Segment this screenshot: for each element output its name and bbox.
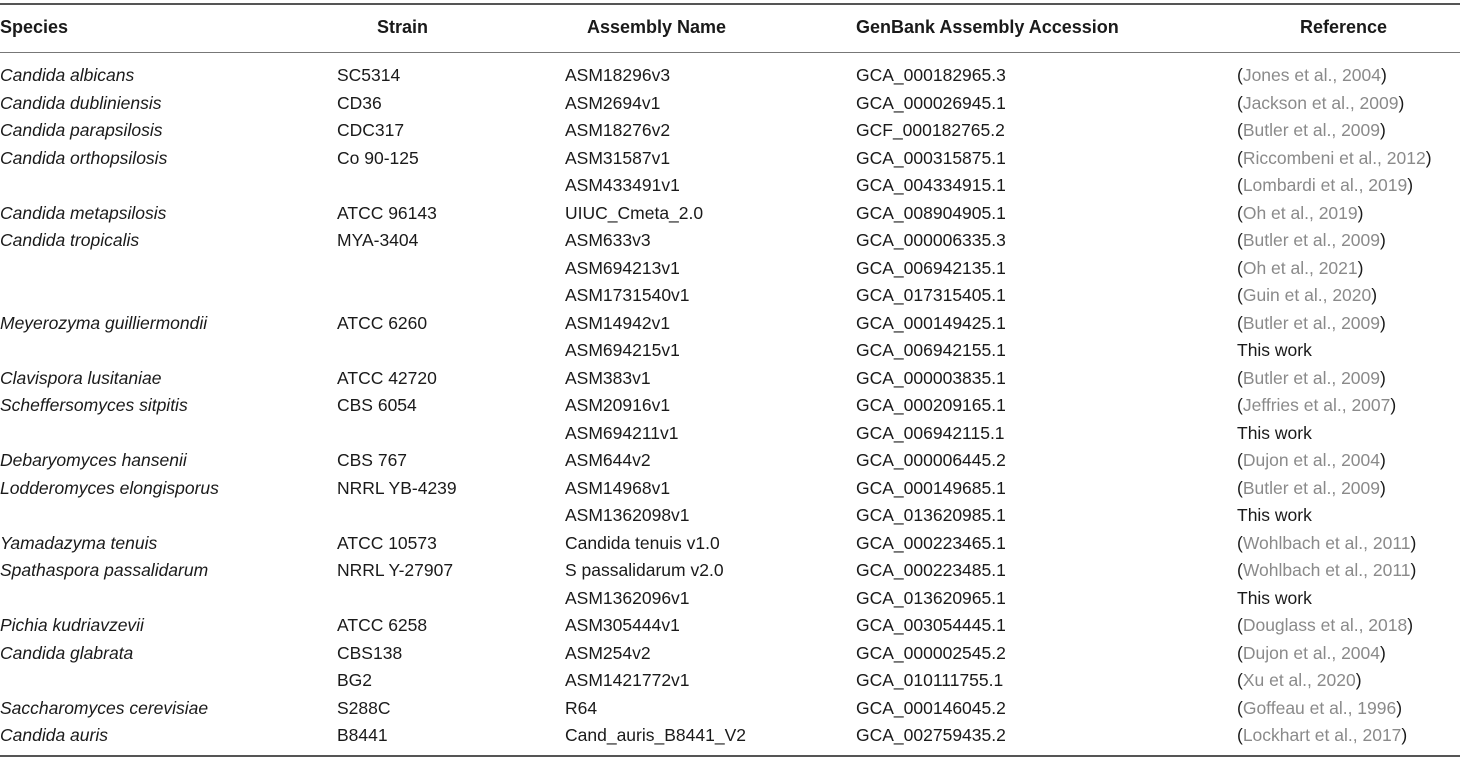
citation-link[interactable]: Xu et al., 2020 bbox=[1242, 670, 1356, 690]
cell-reference[interactable]: (Douglass et al., 2018) bbox=[1237, 615, 1414, 635]
citation-link[interactable]: Butler et al., 2009 bbox=[1242, 312, 1380, 333]
table-row bbox=[0, 475, 1460, 503]
cell-assembly-name: ASM31587v1 bbox=[565, 147, 671, 168]
cell-genbank-accession: GCA_000149685.1 bbox=[856, 477, 1006, 498]
cell-reference bbox=[1237, 585, 1312, 613]
cell-species: Candida auris bbox=[0, 725, 108, 745]
cell-species: Yamadazyma tenuis bbox=[0, 532, 158, 553]
cell-genbank-accession: GCA_010111755.1 bbox=[856, 670, 1004, 690]
cell-assembly-name: R64 bbox=[565, 697, 598, 718]
cell-species: Candida albicans bbox=[0, 65, 135, 85]
table-row bbox=[0, 172, 1460, 200]
table-row bbox=[0, 365, 1460, 393]
cell-assembly-name: ASM1362098v1 bbox=[565, 505, 690, 525]
citation-link[interactable]: Butler et al., 2009 bbox=[1242, 367, 1380, 388]
table-row bbox=[0, 447, 1460, 475]
cell-genbank-accession: GCA_013620985.1 bbox=[856, 505, 1006, 525]
cell-reference[interactable]: (Butler et al., 2009) bbox=[1237, 230, 1386, 250]
cell-genbank-accession: GCA_000006335.3 bbox=[856, 230, 1006, 250]
citation-link[interactable]: Riccombeni et al., 2012 bbox=[1242, 147, 1426, 168]
header-genbank-accession: GenBank Assembly Accession bbox=[856, 17, 1119, 37]
table-row bbox=[0, 502, 1460, 530]
cell-strain: MYA-3404 bbox=[337, 230, 419, 250]
cell-genbank-accession: GCA_013620965.1 bbox=[856, 587, 1006, 608]
cell-assembly-name: ASM1421772v1 bbox=[565, 670, 690, 690]
cell-genbank-accession: GCA_000315875.1 bbox=[856, 147, 1006, 168]
cell-assembly-name: ASM644v2 bbox=[565, 450, 651, 470]
header-species: Species bbox=[0, 17, 69, 37]
reference-text: This work bbox=[1237, 505, 1312, 525]
citation-link[interactable]: Butler et al., 2009 bbox=[1242, 120, 1380, 140]
header-strain: Strain bbox=[377, 17, 429, 37]
cell-reference[interactable]: (Lockhart et al., 2017) bbox=[1237, 725, 1408, 745]
cell-assembly-name: ASM18296v3 bbox=[565, 65, 671, 85]
cell-species: Candida parapsilosis bbox=[0, 120, 163, 140]
table-row bbox=[0, 667, 1460, 695]
cell-genbank-accession: GCA_017315405.1 bbox=[856, 285, 1006, 305]
cell-strain: Co 90-125 bbox=[337, 147, 419, 168]
cell-strain: CBS 6054 bbox=[337, 395, 417, 415]
cell-genbank-accession: GCA_000146045.2 bbox=[856, 697, 1006, 718]
cell-reference[interactable]: (Lombardi et al., 2019) bbox=[1237, 175, 1414, 195]
citation-link[interactable]: Dujon et al., 2004 bbox=[1242, 450, 1381, 470]
cell-genbank-accession: GCA_002759435.2 bbox=[856, 725, 1006, 745]
cell-genbank-accession: GCA_000006445.2 bbox=[856, 450, 1006, 470]
cell-species: Lodderomyces elongisporus bbox=[0, 477, 219, 498]
table-row bbox=[0, 310, 1460, 338]
cell-genbank-accession: GCA_000223465.1 bbox=[856, 532, 1006, 553]
cell-genbank-accession: GCA_006942155.1 bbox=[856, 340, 1006, 360]
header-assembly-name: Assembly Name bbox=[587, 17, 727, 37]
citation-link[interactable]: Oh et al., 2019 bbox=[1242, 202, 1358, 223]
cell-assembly-name: ASM14942v1 bbox=[565, 312, 671, 333]
cell-strain: NRRL YB-4239 bbox=[337, 477, 457, 498]
citation-link[interactable]: Dujon et al., 2004 bbox=[1242, 642, 1381, 663]
table-row bbox=[0, 722, 1460, 750]
cell-reference[interactable]: (Dujon et al., 2004) bbox=[1237, 450, 1386, 470]
cell-species: Candida dubliniensis bbox=[0, 92, 162, 113]
cell-assembly-name: ASM2694v1 bbox=[565, 92, 661, 113]
reference-text: This work bbox=[1237, 587, 1312, 608]
cell-species: Pichia kudriavzevii bbox=[0, 615, 144, 635]
cell-reference[interactable]: (Goffeau et al., 1996) bbox=[1237, 697, 1403, 718]
cell-assembly-name: ASM383v1 bbox=[565, 367, 651, 388]
cell-reference bbox=[1237, 502, 1312, 530]
cell-reference[interactable]: (Butler et al., 2009) bbox=[1237, 120, 1386, 140]
cell-genbank-accession: GCA_000149425.1 bbox=[856, 312, 1006, 333]
citation-link[interactable]: Butler et al., 2009 bbox=[1242, 230, 1380, 250]
cell-reference[interactable]: (Butler et al., 2009) bbox=[1237, 312, 1386, 333]
table-row bbox=[0, 117, 1460, 145]
citation-link[interactable]: Guin et al., 2020 bbox=[1242, 285, 1372, 305]
table-row bbox=[0, 337, 1460, 365]
table-row bbox=[0, 282, 1460, 310]
table-row bbox=[0, 145, 1460, 173]
cell-species: Candida metapsilosis bbox=[0, 202, 167, 223]
table-row bbox=[0, 420, 1460, 448]
cell-strain: ATCC 6260 bbox=[337, 312, 428, 333]
cell-assembly-name: ASM694211v1 bbox=[565, 422, 679, 443]
cell-strain: ATCC 6258 bbox=[337, 615, 428, 635]
cell-assembly-name: ASM433491v1 bbox=[565, 175, 680, 195]
cell-assembly-name: S passalidarum v2.0 bbox=[565, 560, 724, 580]
citation-link[interactable]: Oh et al., 2021 bbox=[1242, 257, 1358, 278]
cell-genbank-accession: GCA_000182965.3 bbox=[856, 65, 1006, 85]
table-row bbox=[0, 640, 1460, 668]
cell-assembly-name: ASM633v3 bbox=[565, 230, 651, 250]
cell-assembly-name: ASM305444v1 bbox=[565, 615, 680, 635]
cell-genbank-accession: GCF_000182765.2 bbox=[856, 120, 1005, 140]
cell-assembly-name: ASM1731540v1 bbox=[565, 285, 690, 305]
citation-link[interactable]: Lockhart et al., 2017 bbox=[1242, 725, 1402, 745]
table-body bbox=[0, 62, 1460, 750]
cell-genbank-accession: GCA_004334915.1 bbox=[856, 175, 1006, 195]
citation-link[interactable]: Douglass et al., 2018 bbox=[1242, 615, 1408, 635]
cell-strain: CDC317 bbox=[337, 120, 405, 140]
cell-strain: CBS138 bbox=[337, 642, 403, 663]
cell-reference[interactable]: (Oh et al., 2021) bbox=[1237, 257, 1364, 278]
citation-link[interactable]: Goffeau et al., 1996 bbox=[1242, 697, 1397, 718]
cell-genbank-accession: GCA_000003835.1 bbox=[856, 367, 1006, 388]
cell-strain: CBS 767 bbox=[337, 450, 408, 470]
cell-reference[interactable]: (Jackson et al., 2009) bbox=[1237, 92, 1405, 113]
cell-genbank-accession: GCA_000002545.2 bbox=[856, 642, 1006, 663]
table-row bbox=[0, 530, 1460, 558]
cell-genbank-accession: GCA_008904905.1 bbox=[856, 202, 1006, 223]
cell-strain: NRRL Y-27907 bbox=[337, 560, 454, 580]
header-reference: Reference bbox=[1300, 17, 1388, 37]
cell-assembly-name: ASM694213v1 bbox=[565, 257, 680, 278]
cell-assembly-name: ASM694215v1 bbox=[565, 340, 680, 360]
table-bottom-rule bbox=[0, 755, 1460, 757]
cell-reference[interactable]: (Jeffries et al., 2007) bbox=[1237, 395, 1397, 415]
cell-strain: CD36 bbox=[337, 92, 382, 113]
cell-genbank-accession: GCA_000209165.1 bbox=[856, 395, 1006, 415]
cell-reference[interactable]: (Wohlbach et al., 2011) bbox=[1237, 560, 1417, 580]
cell-reference[interactable]: (Butler et al., 2009) bbox=[1237, 477, 1386, 498]
cell-species: Spathaspora passalidarum bbox=[0, 560, 209, 580]
reference-text: This work bbox=[1237, 340, 1312, 360]
table-row bbox=[0, 62, 1460, 90]
citation-link[interactable]: Wohlbach et al., 2011 bbox=[1242, 560, 1411, 580]
cell-strain: S288C bbox=[337, 697, 391, 718]
cell-assembly-name: ASM254v2 bbox=[565, 642, 651, 663]
cell-assembly-name: Candida tenuis v1.0 bbox=[565, 532, 720, 553]
table-row bbox=[0, 557, 1460, 585]
cell-reference[interactable]: (Dujon et al., 2004) bbox=[1237, 642, 1386, 663]
citation-link[interactable]: Jones et al., 2004 bbox=[1242, 65, 1381, 85]
citation-link[interactable]: Jackson et al., 2009 bbox=[1242, 92, 1399, 113]
citation-link[interactable]: Jeffries et al., 2007 bbox=[1242, 395, 1391, 415]
cell-reference[interactable]: (Xu et al., 2020) bbox=[1237, 670, 1362, 690]
cell-strain: ATCC 10573 bbox=[337, 532, 437, 553]
cell-assembly-name: ASM18276v2 bbox=[565, 120, 671, 140]
table-row bbox=[0, 227, 1460, 255]
header-rule bbox=[0, 52, 1460, 53]
cell-genbank-accession: GCA_003054445.1 bbox=[856, 615, 1006, 635]
cell-assembly-name: Cand_auris_B8441_V2 bbox=[565, 725, 746, 745]
cell-species: Scheffersomyces sitpitis bbox=[0, 395, 188, 415]
cell-species: Meyerozyma guilliermondii bbox=[0, 312, 208, 333]
table-row bbox=[0, 695, 1460, 723]
cell-strain: ATCC 96143 bbox=[337, 202, 437, 223]
cell-strain: BG2 bbox=[337, 670, 373, 690]
table-row bbox=[0, 585, 1460, 613]
cell-assembly-name: UIUC_Cmeta_2.0 bbox=[565, 202, 704, 223]
citation-link[interactable]: Wohlbach et al., 2011 bbox=[1242, 532, 1411, 553]
cell-reference bbox=[1237, 420, 1312, 448]
cell-strain: B8441 bbox=[337, 725, 388, 745]
table-row bbox=[0, 255, 1460, 283]
table-row bbox=[0, 392, 1460, 420]
table-top-rule bbox=[0, 3, 1460, 5]
cell-species: Saccharomyces cerevisiae bbox=[0, 697, 209, 718]
cell-species: Candida glabrata bbox=[0, 642, 134, 663]
citation-link[interactable]: Butler et al., 2009 bbox=[1242, 477, 1380, 498]
cell-genbank-accession: GCA_006942115.1 bbox=[856, 422, 1005, 443]
cell-reference[interactable]: (Wohlbach et al., 2011) bbox=[1237, 532, 1417, 553]
cell-strain: SC5314 bbox=[337, 65, 401, 85]
cell-species: Candida orthopsilosis bbox=[0, 147, 168, 168]
cell-assembly-name: ASM20916v1 bbox=[565, 395, 671, 415]
table-row bbox=[0, 612, 1460, 640]
table-row bbox=[0, 90, 1460, 118]
reference-text: This work bbox=[1237, 422, 1312, 443]
cell-species: Clavispora lusitaniae bbox=[0, 367, 162, 388]
cell-assembly-name: ASM14968v1 bbox=[565, 477, 671, 498]
cell-species: Candida tropicalis bbox=[0, 230, 140, 250]
cell-reference[interactable]: (Guin et al., 2020) bbox=[1237, 285, 1378, 305]
cell-reference[interactable]: (Butler et al., 2009) bbox=[1237, 367, 1386, 388]
cell-genbank-accession: GCA_006942135.1 bbox=[856, 257, 1006, 278]
cell-reference[interactable]: (Oh et al., 2019) bbox=[1237, 202, 1364, 223]
cell-reference[interactable]: (Jones et al., 2004) bbox=[1237, 65, 1387, 85]
cell-species: Debaryomyces hansenii bbox=[0, 450, 187, 470]
cell-reference[interactable]: (Riccombeni et al., 2012) bbox=[1237, 147, 1432, 168]
cell-genbank-accession: GCA_000026945.1 bbox=[856, 92, 1006, 113]
cell-strain: ATCC 42720 bbox=[337, 367, 437, 388]
citation-link[interactable]: Lombardi et al., 2019 bbox=[1242, 175, 1408, 195]
cell-genbank-accession: GCA_000223485.1 bbox=[856, 560, 1006, 580]
cell-assembly-name: ASM1362096v1 bbox=[565, 587, 690, 608]
table-row bbox=[0, 200, 1460, 228]
cell-reference bbox=[1237, 337, 1312, 365]
